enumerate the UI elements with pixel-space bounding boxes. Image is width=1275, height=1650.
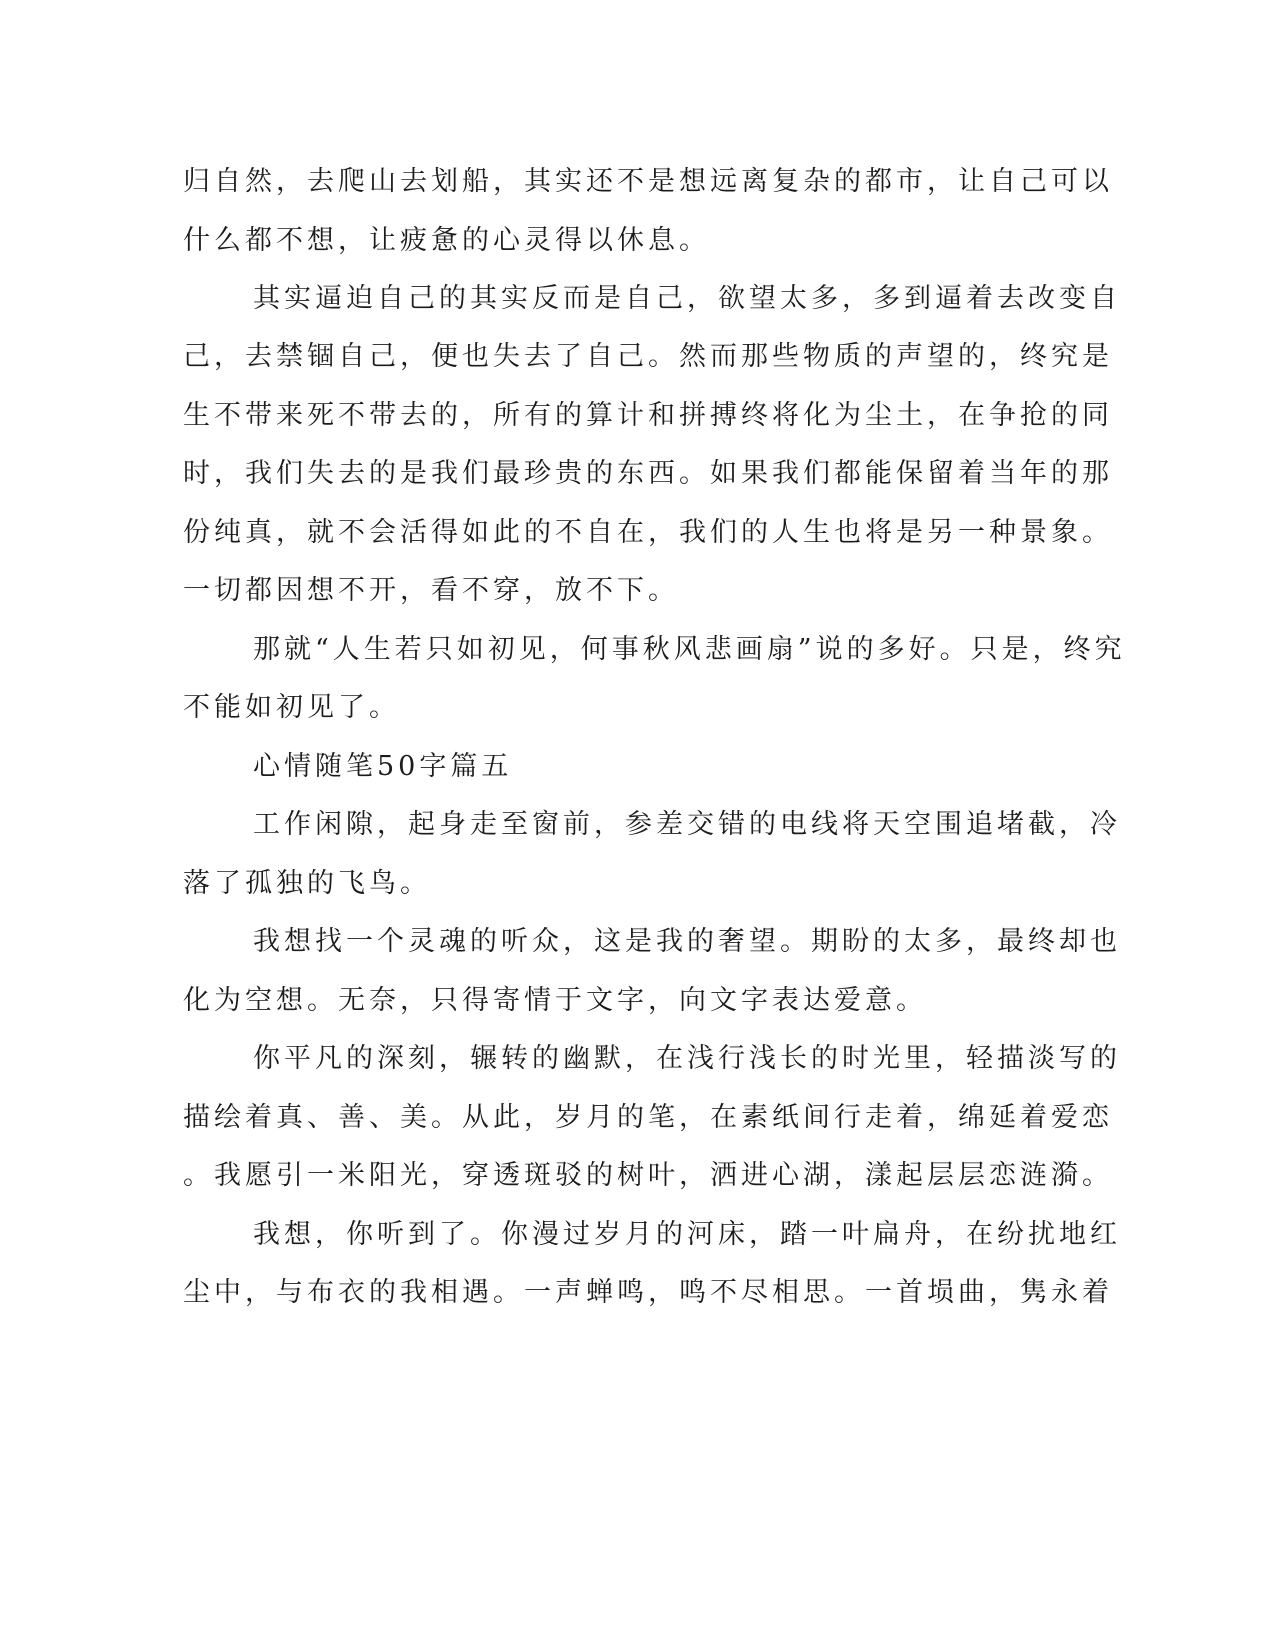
text-line: 不能如初见了。 xyxy=(183,692,400,723)
paragraph-start: 工作闲隙，起身走至窗前，参差交错的电线将天空围追堵截，冷 xyxy=(253,809,1121,840)
text-line: 一切都因想不开，看不穿，放不下。 xyxy=(183,575,679,606)
paragraph-start: 我想找一个灵魂的听众，这是我的奢望。期盼的太多，最终却也 xyxy=(253,926,1121,957)
text-line: 己，去禁锢自己，便也失去了自己。然而那些物质的声望的，终究是 xyxy=(183,341,1113,372)
text-line: 份纯真，就不会活得如此的不自在，我们的人生也将是另一种景象。 xyxy=(183,517,1113,548)
text-line: 时，我们失去的是我们最珍贵的东西。如果我们都能保留着当年的那 xyxy=(183,458,1113,489)
paragraph-start: 其实逼迫自己的其实反而是自己，欲望太多，多到逼着去改变自 xyxy=(253,283,1121,314)
text-line: 归自然，去爬山去划船，其实还不是想远离复杂的都市，让自己可以 xyxy=(183,166,1113,197)
paragraph-start: 你平凡的深刻，辗转的幽默，在浅行浅长的时光里，轻描淡写的 xyxy=(253,1043,1121,1074)
paragraph-start: 我想，你听到了。你漫过岁月的河床，踏一叶扁舟，在纷扰地红 xyxy=(253,1219,1121,1250)
text-line: 。我愿引一米阳光，穿透斑驳的树叶，洒进心湖，漾起层层恋涟漪。 xyxy=(183,1160,1113,1191)
text-line: 化为空想。无奈，只得寄情于文字，向文字表达爱意。 xyxy=(183,985,927,1016)
text-line: 什么都不想，让疲惫的心灵得以休息。 xyxy=(183,225,710,256)
text-line: 落了孤独的飞鸟。 xyxy=(183,868,431,899)
text-line: 描绘着真、善、美。从此，岁月的笔，在素纸间行走着，绵延着爱恋 xyxy=(183,1102,1113,1133)
text-line: 尘中，与布衣的我相遇。一声蝉鸣，鸣不尽相思。一首埙曲，隽永着 xyxy=(183,1277,1113,1308)
paragraph-start: 那就“人生若只如初见，何事秋风悲画扇”说的多好。只是，终究 xyxy=(253,634,1126,665)
text-line: 生不带来死不带去的，所有的算计和拼搏终将化为尘土，在争抢的同 xyxy=(183,400,1113,431)
section-heading: 心情随笔50字篇五 xyxy=(253,751,513,782)
